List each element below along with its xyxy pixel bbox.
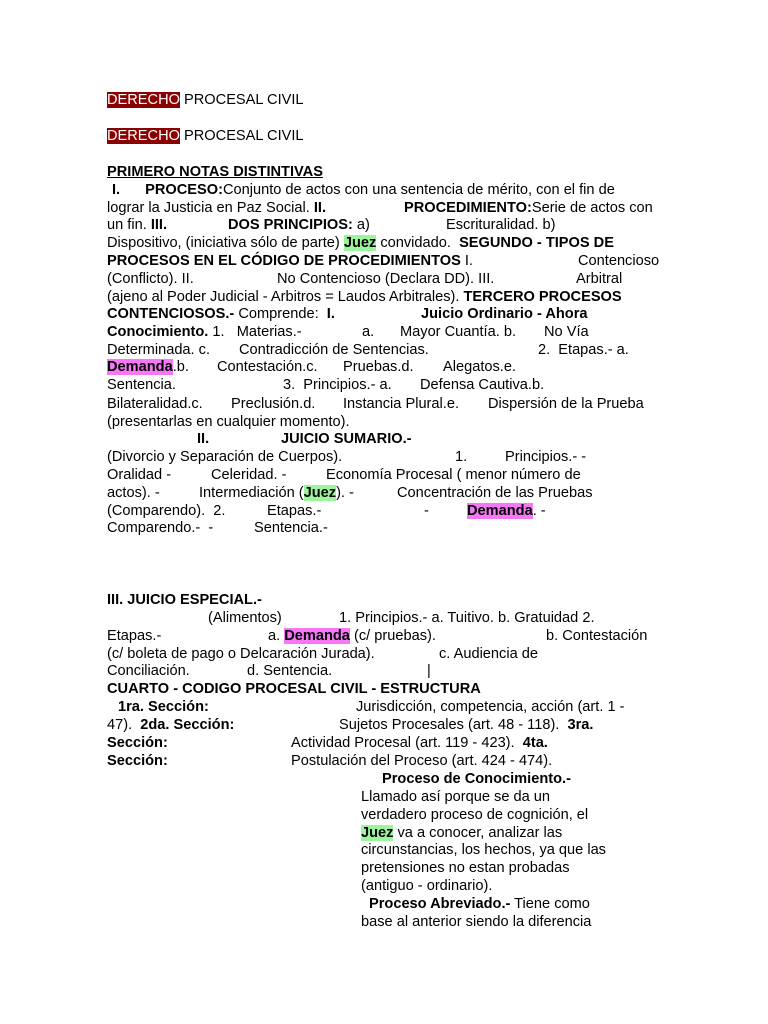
text-line: No Contencioso (Declara DD). III.	[277, 271, 495, 287]
text-line: PROCEDIMIENTO:Serie de actos con	[404, 200, 653, 216]
text-line: a.	[362, 324, 375, 340]
text-line: Contencioso	[578, 253, 660, 269]
text-line: Contestación.c.	[217, 359, 318, 375]
text-line: Sentencia.-	[254, 520, 328, 536]
text-line: Conocimiento. 1. Materias.-	[107, 324, 302, 340]
text-line: Pruebas.d.	[343, 359, 414, 375]
term-juez: Juez	[343, 235, 377, 251]
doc-title-2: DERECHO PROCESAL CIVIL	[107, 128, 304, 144]
text-line: Proceso de Conocimiento.-	[382, 771, 571, 787]
text-line: Contradicción de Sentencias.	[239, 342, 429, 358]
text-line: un fin. III.	[107, 217, 168, 233]
text-line: Economía Procesal ( menor número de	[326, 467, 581, 483]
text-line: (Divorcio y Separación de Cuerpos).	[107, 449, 343, 465]
text-line: lograr la Justicia en Paz Social. II.	[107, 200, 327, 216]
text-line: Sujetos Procesales (art. 48 - 118). 3ra.	[339, 717, 594, 733]
text-line: Sentencia.	[107, 377, 176, 393]
term-demanda: Demanda	[284, 628, 350, 644]
text-line: c. Audiencia de	[439, 646, 538, 662]
text-line: (Comparendo). 2.	[107, 503, 226, 519]
text-line: Etapas.-	[107, 628, 162, 644]
text-line: base al anterior siendo la diferencia	[361, 914, 592, 930]
text-line: 3. Principios.- a.	[283, 377, 392, 393]
text-line: Conciliación.	[107, 663, 190, 679]
text-line: II.	[197, 431, 210, 447]
text-line: Bilateralidad.c.	[107, 396, 203, 412]
text-line: 1ra. Sección:	[118, 699, 209, 715]
term-demanda: Demanda	[467, 503, 533, 519]
term-juez: Juez	[303, 485, 337, 501]
text-line: Postulación del Proceso (art. 424 - 474).	[291, 753, 553, 769]
text-line: Sección:	[107, 735, 168, 751]
text-line: Intermediación (Juez). -	[199, 485, 354, 501]
text-line: Determinada. c.	[107, 342, 211, 358]
text-line: Proceso Abreviado.- Tiene como	[369, 896, 590, 912]
text-line: Juez va a conocer, analizar las	[361, 825, 563, 841]
section-heading-juicio-especial: III. JUICIO ESPECIAL.-	[107, 592, 262, 608]
term-juez: Juez	[361, 825, 394, 841]
text-line: CONTENCIOSOS.- Comprende: I.	[107, 306, 335, 322]
doc-title-1: DERECHO PROCESAL CIVIL	[107, 92, 304, 108]
text-line: |	[427, 663, 431, 679]
term-demanda: Demanda	[107, 359, 173, 375]
text-line: Arbitral	[576, 271, 623, 287]
text-line: 1. Principios.- a. Tuitivo. b. Gratuidad 2.	[339, 610, 595, 626]
term-derecho: DERECHO	[107, 92, 180, 108]
text-line: Preclusión.d.	[231, 396, 316, 412]
text-line: Escrituralidad. b)	[446, 217, 556, 233]
text-line: Etapas.-	[267, 503, 322, 519]
text-line: DOS PRINCIPIOS: a)	[228, 217, 370, 233]
text-line: pretensiones no estan probadas	[361, 860, 570, 876]
text-line: actos). -	[107, 485, 160, 501]
text-line: Sección:	[107, 753, 168, 769]
text-line: PROCESOS EN EL CÓDIGO DE PROCEDIMIENTOS I.	[107, 253, 473, 269]
text-line: (Conflicto). II.	[107, 271, 194, 287]
text-line: 2. Etapas.- a.	[538, 342, 629, 358]
text-line: Llamado así porque se da un	[361, 789, 551, 805]
text-line: Defensa Cautiva.b.	[420, 377, 545, 393]
text-line: Demanda.b.	[107, 359, 189, 375]
text-line: (ajeno al Poder Judicial - Arbitros = Laudos Arbitrales). TERCERO PROCESOS	[107, 289, 622, 305]
text-line: Oralidad -	[107, 467, 172, 483]
text-line: b. Contestación	[546, 628, 648, 644]
text-line: d. Sentencia.	[247, 663, 333, 679]
text-line: Dispositivo, (iniciativa sólo de parte) Juez convidado. SEGUNDO - TIPOS DE	[107, 235, 614, 251]
text-line: Jurisdicción, competencia, acción (art. 1 -	[356, 699, 625, 715]
term-derecho: DERECHO	[107, 128, 180, 144]
text-line: 1.	[455, 449, 468, 465]
text-line: Actividad Procesal (art. 119 - 423). 4ta.	[291, 735, 548, 751]
text-line: Concentración de las Pruebas	[397, 485, 593, 501]
text-line: (Alimentos)	[208, 610, 282, 626]
text-line: Instancia Plural.e.	[343, 396, 460, 412]
text-line: -	[424, 503, 429, 519]
text-line: verdadero proceso de cognición, el	[361, 807, 589, 823]
section-heading-primero: PRIMERO NOTAS DISTINTIVAS	[107, 164, 323, 180]
section-heading-cuarto: CUARTO - CODIGO PROCESAL CIVIL - ESTRUCTURA	[107, 681, 481, 697]
text-line: Celeridad. -	[211, 467, 287, 483]
text-line: (antiguo - ordinario).	[361, 878, 493, 894]
text-line: circunstancias, los hechos, ya que las	[361, 842, 606, 858]
text-line: Mayor Cuantía. b.	[400, 324, 516, 340]
text-line: Dispersión de la Prueba	[488, 396, 644, 412]
text-line: Juicio Ordinario - Ahora	[421, 306, 588, 322]
text-line: (c/ boleta de pago o Delcaración Jurada).	[107, 646, 375, 662]
text-line: a. Demanda (c/ pruebas).	[268, 628, 436, 644]
text-line: I. PROCESO:Conjunto de actos con una sentencia de mérito, con el fin de	[112, 182, 615, 198]
text-line: Comparendo.- -	[107, 520, 214, 536]
text-line: No Vía	[544, 324, 589, 340]
text-line: 47). 2da. Sección:	[107, 717, 235, 733]
text-line: Alegatos.e.	[443, 359, 517, 375]
text-line: Principios.- -	[505, 449, 587, 465]
text-line: Demanda. -	[467, 503, 546, 519]
text-line: JUICIO SUMARIO.-	[281, 431, 412, 447]
text-line: (presentarlas en cualquier momento).	[107, 414, 350, 430]
